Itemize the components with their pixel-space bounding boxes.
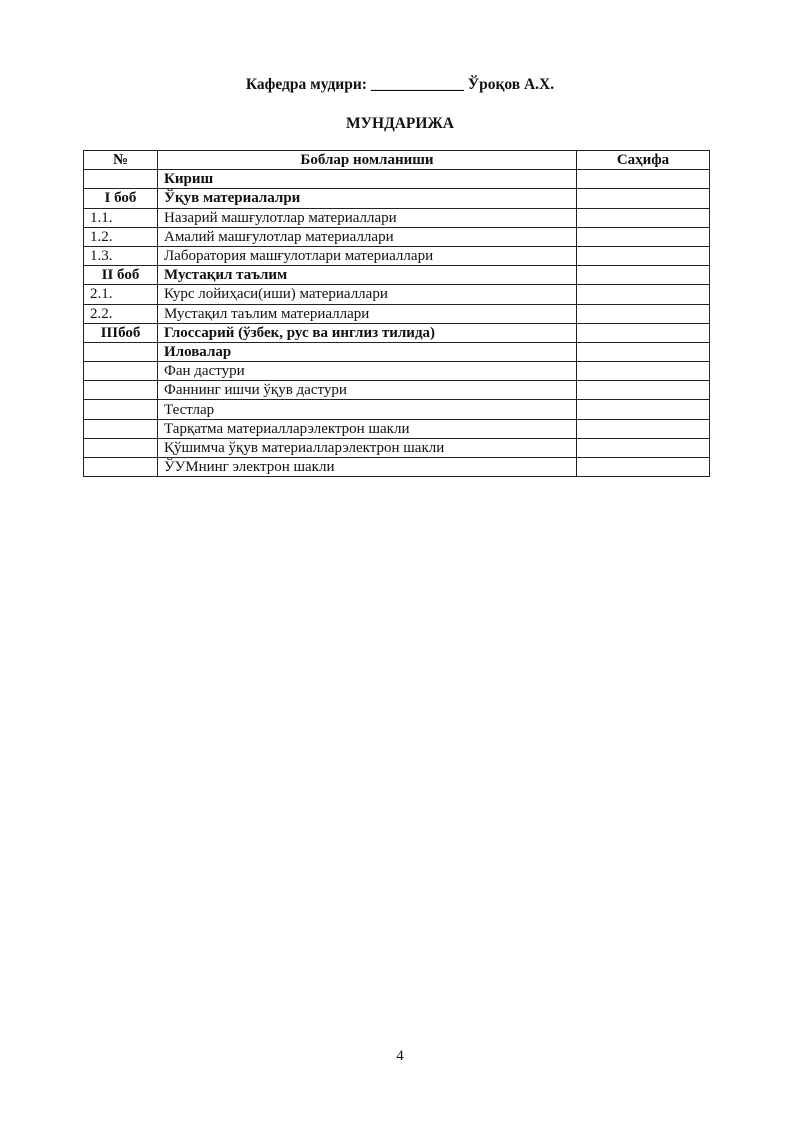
row-number-cell [84,381,158,400]
department-head-signature-line: Кафедра мудири: ____________ Ўроқов А.Х. [245,76,555,93]
chapter-name-cell: Лаборатория машғулотлари материаллари [158,246,577,265]
chapter-name-cell: Мустақил таълим материаллари [158,304,577,323]
page-number-cell [577,227,710,246]
table-row [84,381,710,400]
page-number-cell [577,458,710,477]
chapter-name-cell: Иловалар [158,342,577,361]
column-header-page: Саҳифа [577,151,710,170]
row-number-cell [84,170,158,189]
page-number-cell [577,246,710,265]
row-number-cell: IIIбоб [84,323,158,342]
page-number-cell [577,381,710,400]
table-row [84,208,710,227]
page-number-cell [577,362,710,381]
table-row [84,400,710,419]
row-number-cell: 2.2. [84,304,158,323]
table-row [84,362,710,381]
row-number-cell [84,342,158,361]
table-row [84,189,710,208]
table-row [84,419,710,438]
row-number-cell [84,419,158,438]
chapter-name-cell: Тарқатма материалларэлектрон шакли [158,419,577,438]
page-number-cell [577,342,710,361]
page-number-cell [577,304,710,323]
page-number-cell [577,208,710,227]
table-header-row [84,151,710,170]
row-number-cell [84,400,158,419]
table-row [84,458,710,477]
page-number: 4 [396,1048,404,1064]
page-number-cell [577,266,710,285]
row-number-cell: 2.1. [84,285,158,304]
page-number-cell [577,323,710,342]
contents-table [83,150,710,477]
table-row [84,285,710,304]
chapter-name-cell: Глоссарий (ўзбек, рус ва инглиз тилида) [158,323,577,342]
row-number-cell [84,438,158,457]
row-number-cell: 1.2. [84,227,158,246]
table-row [84,170,710,189]
chapter-name-cell: Амалий машғулотлар материаллари [158,227,577,246]
chapter-name-cell: ЎУМнинг электрон шакли [158,458,577,477]
row-number-cell: 1.1. [84,208,158,227]
chapter-name-cell: Курс лойиҳаси(иши) материаллари [158,285,577,304]
table-row [84,323,710,342]
table-row [84,342,710,361]
column-header-number: № [84,151,158,170]
chapter-name-cell: Мустақил таълим [158,266,577,285]
row-number-cell: 1.3. [84,246,158,265]
page-number-cell [577,419,710,438]
page-number-cell [577,438,710,457]
page-title: МУНДАРИЖА [346,115,454,132]
page-number-cell [577,400,710,419]
table-row [84,304,710,323]
page-number-cell [577,285,710,304]
table-row [84,246,710,265]
chapter-name-cell: Қўшимча ўқув материалларэлектрон шакли [158,438,577,457]
table-row [84,266,710,285]
page-number-cell [577,170,710,189]
chapter-name-cell: Ўқув материалалри [158,189,577,208]
chapter-name-cell: Кириш [158,170,577,189]
table-row [84,227,710,246]
row-number-cell: II боб [84,266,158,285]
chapter-name-cell: Тестлар [158,400,577,419]
chapter-name-cell: Фан дастури [158,362,577,381]
chapter-name-cell: Фаннинг ишчи ўқув дастури [158,381,577,400]
column-header-chapter-name: Боблар номланиши [158,151,577,170]
table-row [84,438,710,457]
row-number-cell [84,458,158,477]
row-number-cell [84,362,158,381]
chapter-name-cell: Назарий машғулотлар материаллари [158,208,577,227]
page-number-cell [577,189,710,208]
row-number-cell: I боб [84,189,158,208]
contents-table-body [84,170,710,477]
